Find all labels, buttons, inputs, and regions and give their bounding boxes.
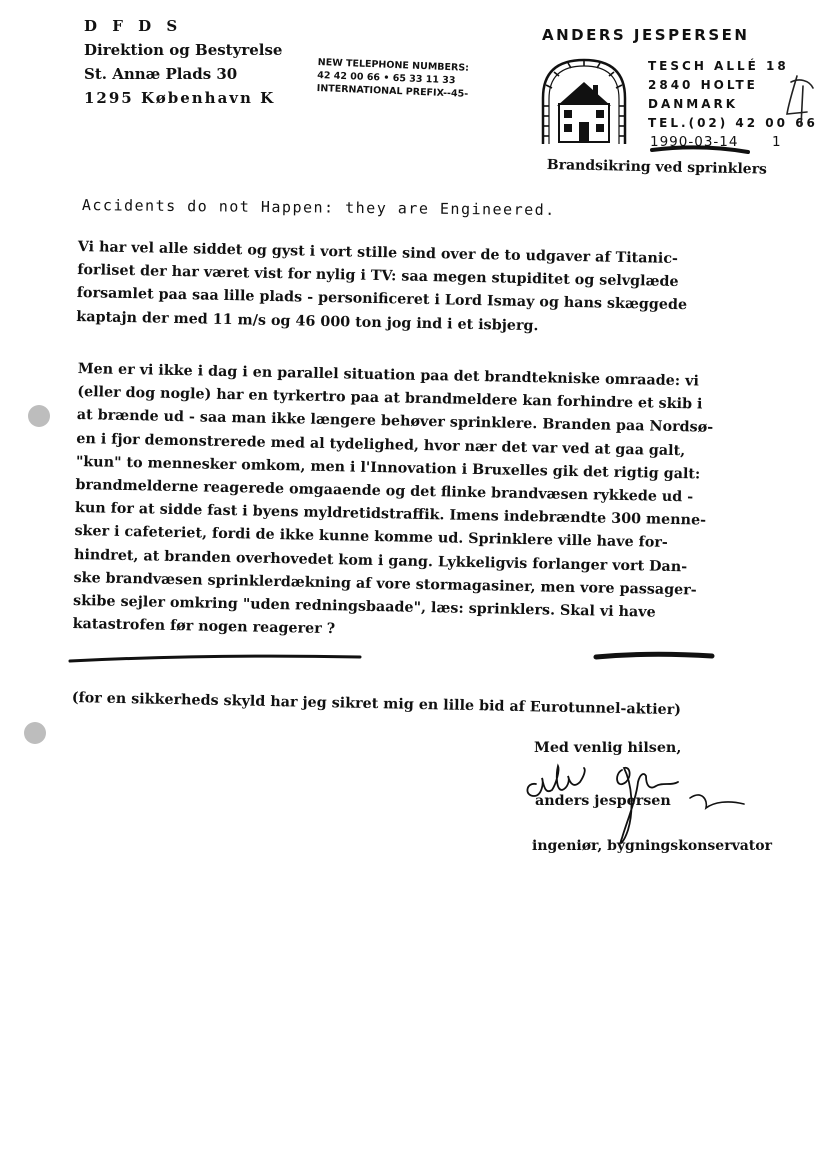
paragraph-line: kun for at sidde fast i byens myldretidstraffik. Imens indebrændte 300 menne- — [74, 500, 707, 529]
recipient-street: St. Annæ Plads 30 — [84, 65, 238, 83]
sender-name: ANDERS JESPERSEN — [542, 26, 750, 44]
handwritten-signature-icon — [522, 760, 752, 864]
sender-phone: TEL.(02) 42 00 66 — [648, 116, 818, 130]
recipient-company: D F D S — [84, 17, 183, 35]
telephone-note-prefix: INTERNATIONAL PREFIX--45- — [316, 82, 469, 100]
paragraph-line: sker i cafeteriet, fordi de ikke kunne komme ud. Sprinklere ville have for- — [74, 523, 668, 552]
paragraph-line: hindret, at branden overhovedet kom i gang. Lykkeligvis forlanger vort Dan- — [73, 546, 688, 575]
signer-name: anders jespersen — [535, 793, 671, 809]
recipient-department: Direktion og Bestyrelse — [84, 41, 283, 59]
paragraph-line: skibe sejler omkring "uden redningsbaade", læs: sprinklers. Skal vi have — [72, 592, 656, 621]
sender-city: 2840 HOLTE — [648, 78, 758, 92]
paragraph-line: ske brandvæsen sprinklerdækning af vore stormagasiner, men vore passager- — [73, 569, 697, 599]
paragraph-line: Vi har vel alle siddet og gyst i vort stille sind over de to udgaver af Titanic- — [77, 238, 679, 268]
paragraph-line: at brænde ud - saa man ikke længere behøver sprinklere. Branden paa Nordsø- — [76, 407, 714, 437]
paragraph-3: (for en sikkerheds skyld har jeg sikret mig en lille bid af Eurotunnel-aktier) — [71, 689, 682, 719]
letter-headline: Accidents do not Happen: they are Engineered. — [81, 196, 556, 219]
paragraph-line: katastrofen før nogen reagerer ? — [72, 616, 336, 638]
telephone-note-heading: NEW TELEPHONE NUMBERS: — [317, 56, 470, 74]
paragraph-line: (eller dog nogle) har en tyrkertro paa at brandmeldere kan forhindre et skib i — [77, 384, 703, 413]
paragraph-line: forsamlet paa saa lille plads - personificeret i Lord Ismay og hans skæggede — [76, 285, 688, 314]
paragraph-line: "kun" to mennesker omkom, men i l'Innovation i Bruxelles gik det rigtig galt: — [75, 453, 701, 483]
telephone-note-numbers: 42 42 00 66 • 65 33 11 33 — [317, 69, 456, 87]
paragraph-line: brandmelderne reagerede omgaaende og det flinke brandvæsen rykkede ud - — [75, 476, 694, 506]
recipient-city: 1295 København K — [84, 89, 276, 107]
page-number: 1 — [772, 134, 781, 150]
sender-street: TESCH ALLÉ 18 — [648, 59, 789, 73]
signer-title: ingeniør, bygningskonservator — [532, 838, 772, 854]
punch-hole — [28, 405, 50, 427]
paragraph-line: kaptajn der med 11 m/s og 46 000 ton jog ind i et isbjerg. — [76, 308, 539, 334]
sender-country: DANMARK — [648, 97, 739, 111]
paragraph-line: Men er vi ikke i dag i en parallel situation paa det brandtekniske omraade: vi — [77, 360, 700, 390]
paragraph-line: en i fjor demonstrerede med al tydelighed, hvor nær det var ved at gaa galt, — [76, 430, 686, 459]
punch-hole — [24, 722, 46, 744]
closing-greeting: Med venlig hilsen, — [534, 740, 682, 756]
paragraph-line: forliset der har været vist for nylig i TV: saa megen stupiditet og selvglæde — [77, 262, 679, 291]
letter-date: 1990-03-14 — [650, 134, 739, 150]
letter-subject: Brandsikring ved sprinklers — [546, 157, 768, 178]
